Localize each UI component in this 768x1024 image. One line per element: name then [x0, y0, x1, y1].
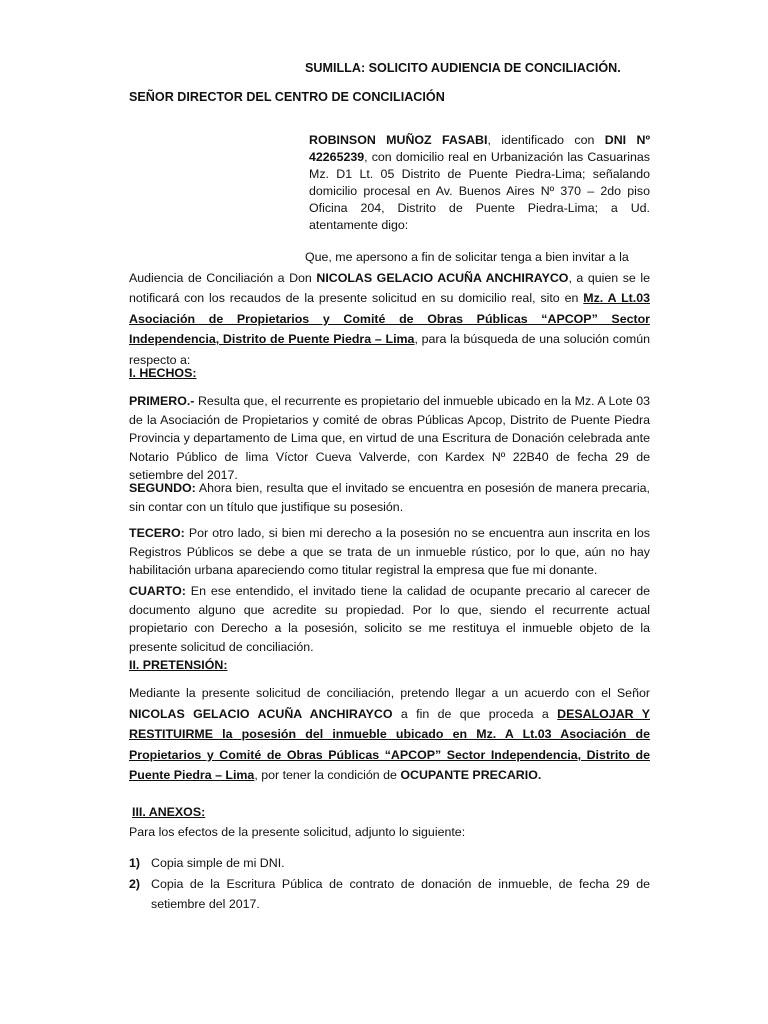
intro-text-1: Audiencia de Conciliación a Don — [129, 270, 317, 285]
petitioner-text-2: , con domicilio real en Urbanización las Casuarinas Mz. D1 Lt. 05 Distrito de Puente Piedra-Lima; señalando domicilio procesal en Av. Buenos Aires Nº 370 – 2do piso Oficina 204, Distrito de Puente Piedra-Lima; a Ud. atentamente digo: — [309, 150, 650, 232]
pretension-text-2: a fin de que proceda a — [392, 706, 558, 721]
intro-text-2: , a quien se le notificará con los recaudos de la presente solicitud en su domicilio real, sito en — [129, 270, 651, 306]
primero-label: PRIMERO.- — [129, 394, 195, 408]
anexos-heading: III. ANEXOS: — [132, 805, 206, 819]
pretension-demand: DESALOJAR Y RESTITUIRME la posesión del inmueble ubicado en Mz. A Lt.03 Asociación de Propietarios y Comité de Obras Públicas “APCOP” Sector Independencia, Distrito de Puente Piedra – Lima — [129, 706, 650, 783]
segundo-text: Ahora bien, resulta que el invitado se encuentra en posesión de manera precaria, sin contar con un título que justifique su posesión. — [129, 481, 650, 514]
tercero-label: TECERO: — [129, 526, 185, 540]
tercero-text: Por otro lado, si bien mi derecho a la posesión no se encuentra aun inscrita en los Registros Públicos se debe a que se trata de un inmueble rústico, por lo que, aún no hay habilitación urbana apareciendo como titular registral la empresa que fue mi donante. — [129, 526, 650, 577]
anexo-item — [129, 853, 650, 873]
pretension-text-3: , por tener la condición de — [254, 768, 401, 783]
sumilla-heading: SUMILLA: SOLICITO AUDIENCIA DE CONCILIACIÓN. — [305, 61, 621, 75]
segundo-label: SEGUNDO: — [129, 481, 196, 495]
petitioner-dni: DNI Nº 42265239 — [309, 133, 650, 164]
anexo-item-text: Copia de la Escritura Pública de contrato de donación de inmueble, de fecha 29 de setiembre del 2017. — [151, 877, 650, 911]
intro-paragraph — [129, 247, 650, 371]
pretension-paragraph — [129, 683, 650, 786]
pretension-condition: OCUPANTE PRECARIO. — [400, 768, 542, 783]
petitioner-name: ROBINSON MUÑOZ FASABI — [309, 133, 488, 147]
segundo-paragraph — [129, 479, 650, 516]
anexo-item-text: Copia simple de mi DNI. — [151, 856, 285, 870]
intro-address: Mz. A Lt.03 Asociación de Propietarios y Comité de Obras Públicas “APCOP” Sector Independencia, Distrito de Puente Piedra – Lima — [129, 291, 650, 347]
anexo-item-number: 1) — [129, 856, 141, 870]
petitioner-paragraph — [309, 132, 650, 234]
petitioner-text-1: , identificado con — [487, 133, 605, 147]
anexo-item — [129, 874, 650, 914]
tercero-paragraph — [129, 524, 650, 580]
anexo-item-number: 2) — [129, 877, 141, 891]
pretension-heading: II. PRETENSIÓN: — [129, 658, 228, 672]
recipient-heading: SEÑOR DIRECTOR DEL CENTRO DE CONCILIACIÓN — [129, 90, 445, 104]
intro-text-3: , para la búsqueda de una solución común respecto a: — [129, 332, 650, 367]
cuarto-paragraph — [129, 582, 650, 656]
cuarto-label: CUARTO: — [129, 584, 186, 598]
pretension-text-1: Mediante la presente solicitud de conciliación, pretendo llegar a un acuerdo con el Señor — [129, 686, 650, 700]
intro-invitee: NICOLAS GELACIO ACUÑA ANCHIRAYCO — [316, 270, 569, 285]
primero-text: Resulta que, el recurrente es propietario del inmueble ubicado en la Mz. A Lote 03 de la Asociación de Propietarios y comité de obras Públicas Apcop, Distrito de Puente Piedra Provincia y departamento de Lima que, en virtud de una Escritura de Donación celebrada ante Notario Público de lima Víctor Cueva Valverde, con Kardex Nº 22B40 de fecha 29 de setiembre del 2017. — [129, 394, 650, 482]
pretension-invitee: NICOLAS GELACIO ACUÑA ANCHIRAYCO — [129, 706, 393, 721]
intro-first-line: Que, me apersono a fin de solicitar tenga a bien invitar a la — [305, 250, 629, 264]
hechos-heading: I. HECHOS: — [129, 366, 197, 380]
anexos-intro: Para los efectos de la presente solicitud, adjunto lo siguiente: — [129, 825, 466, 839]
primero-paragraph — [129, 392, 650, 485]
cuarto-text: En ese entendido, el invitado tiene la calidad de ocupante precario al carecer de documento alguno que acredite su propiedad. Por lo que, siendo el recurrente actual propietario con Derecho a la posesión, solicito se me restituya el inmueble objeto de la presente solicitud de conciliación. — [129, 584, 650, 654]
